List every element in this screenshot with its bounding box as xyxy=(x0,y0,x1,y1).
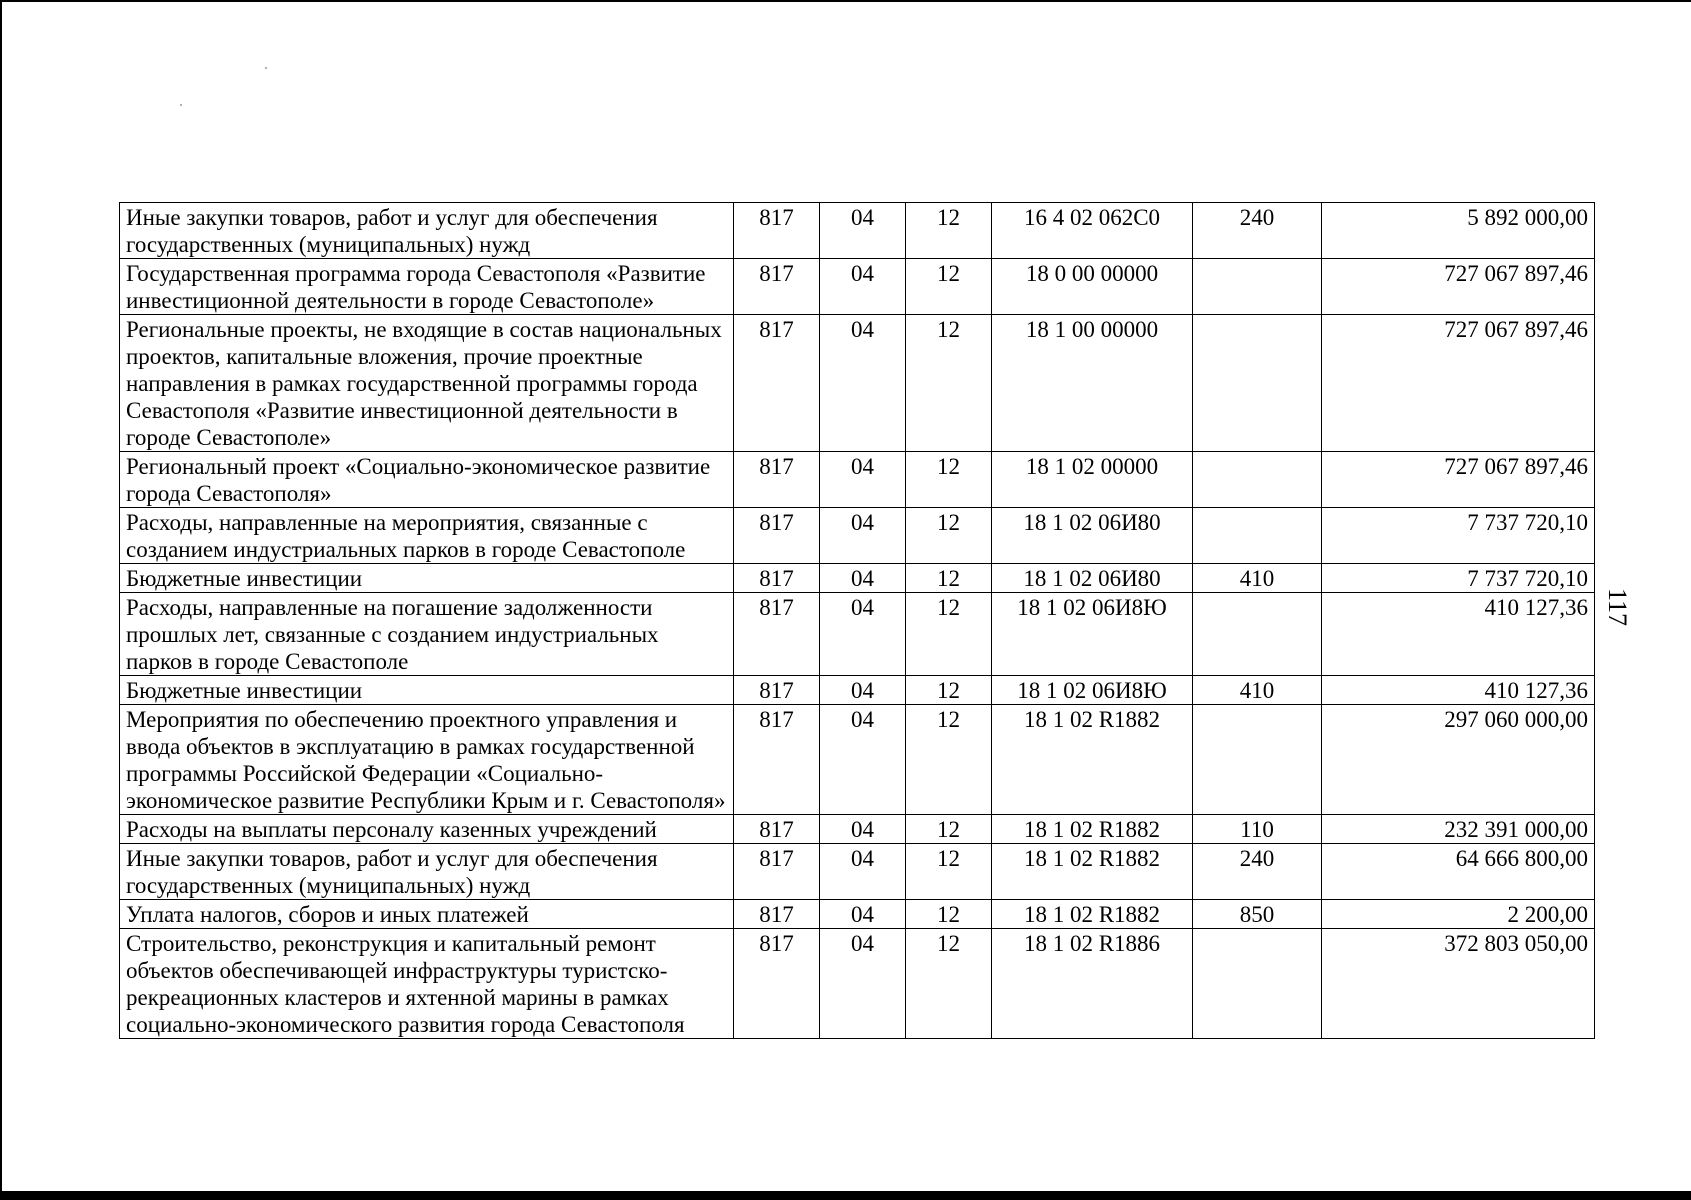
expense-type-cell: 410 xyxy=(1193,564,1322,593)
ministry-code-cell: 817 xyxy=(734,815,820,844)
target-article-cell: 18 1 02 06И80 xyxy=(992,564,1193,593)
table-row xyxy=(120,844,1595,900)
target-article-cell: 18 1 00 00000 xyxy=(992,315,1193,452)
expense-name-cell: Расходы на выплаты персоналу казенных учреждений xyxy=(120,815,734,844)
table-row xyxy=(120,315,1595,452)
table-row xyxy=(120,676,1595,705)
target-article-cell: 18 1 02 R1882 xyxy=(992,705,1193,815)
table-row xyxy=(120,593,1595,676)
amount-cell: 410 127,36 xyxy=(1322,676,1595,705)
subsection-code-cell: 12 xyxy=(906,705,992,815)
expense-type-cell xyxy=(1193,452,1322,508)
target-article-cell: 18 1 02 06И8Ю xyxy=(992,676,1193,705)
subsection-code-cell: 12 xyxy=(906,593,992,676)
subsection-code-cell: 12 xyxy=(906,452,992,508)
expense-name-cell: Иные закупки товаров, работ и услуг для обеспечения государственных (муниципальных) нужд xyxy=(120,844,734,900)
expense-name-cell: Мероприятия по обеспечению проектного управления и ввода объектов в эксплуатацию в рамках государственной программы Российской Федерации «Социально-экономическое развитие Республики Крым и г. Севастополя» xyxy=(120,705,734,815)
scan-speck xyxy=(180,104,182,106)
target-article-cell: 18 1 02 R1882 xyxy=(992,900,1193,929)
expense-type-cell xyxy=(1193,929,1322,1039)
section-code-cell: 04 xyxy=(820,259,906,315)
ministry-code-cell: 817 xyxy=(734,900,820,929)
expense-type-cell: 410 xyxy=(1193,676,1322,705)
target-article-cell: 18 0 00 00000 xyxy=(992,259,1193,315)
subsection-code-cell: 12 xyxy=(906,900,992,929)
target-article-cell: 18 1 02 R1882 xyxy=(992,844,1193,900)
budget-allocation-table xyxy=(119,202,1595,1039)
section-code-cell: 04 xyxy=(820,676,906,705)
target-article-cell: 18 1 02 06И80 xyxy=(992,508,1193,564)
amount-cell: 297 060 000,00 xyxy=(1322,705,1595,815)
scan-border-top xyxy=(0,0,1691,2)
section-code-cell: 04 xyxy=(820,203,906,259)
expense-name-cell: Региональные проекты, не входящие в состав национальных проектов, капитальные вложения, прочие проектные направления в рамках государственной программы города Севастополя «Развитие инвестиционной деятельности в городе Севастополе» xyxy=(120,315,734,452)
expense-name-cell: Уплата налогов, сборов и иных платежей xyxy=(120,900,734,929)
amount-cell: 727 067 897,46 xyxy=(1322,315,1595,452)
expense-type-cell: 850 xyxy=(1193,900,1322,929)
expense-type-cell: 110 xyxy=(1193,815,1322,844)
target-article-cell: 16 4 02 062С0 xyxy=(992,203,1193,259)
expense-type-cell: 240 xyxy=(1193,203,1322,259)
target-article-cell: 18 1 02 R1886 xyxy=(992,929,1193,1039)
section-code-cell: 04 xyxy=(820,564,906,593)
subsection-code-cell: 12 xyxy=(906,564,992,593)
target-article-cell: 18 1 02 R1882 xyxy=(992,815,1193,844)
amount-cell: 410 127,36 xyxy=(1322,593,1595,676)
table-body xyxy=(120,203,1595,1039)
section-code-cell: 04 xyxy=(820,593,906,676)
table-row xyxy=(120,929,1595,1039)
expense-type-cell: 240 xyxy=(1193,844,1322,900)
expense-name-cell: Бюджетные инвестиции xyxy=(120,676,734,705)
section-code-cell: 04 xyxy=(820,815,906,844)
expense-type-cell xyxy=(1193,593,1322,676)
expense-type-cell xyxy=(1193,259,1322,315)
table-row xyxy=(120,259,1595,315)
expense-name-cell: Расходы, направленные на погашение задолженности прошлых лет, связанные с созданием индустриальных парков в городе Севастополе xyxy=(120,593,734,676)
table-row xyxy=(120,203,1595,259)
amount-cell: 7 737 720,10 xyxy=(1322,508,1595,564)
amount-cell: 232 391 000,00 xyxy=(1322,815,1595,844)
ministry-code-cell: 817 xyxy=(734,259,820,315)
subsection-code-cell: 12 xyxy=(906,676,992,705)
target-article-cell: 18 1 02 06И8Ю xyxy=(992,593,1193,676)
subsection-code-cell: 12 xyxy=(906,815,992,844)
expense-type-cell xyxy=(1193,508,1322,564)
table-row xyxy=(120,815,1595,844)
section-code-cell: 04 xyxy=(820,929,906,1039)
target-article-cell: 18 1 02 00000 xyxy=(992,452,1193,508)
amount-cell: 727 067 897,46 xyxy=(1322,452,1595,508)
table-row xyxy=(120,508,1595,564)
ministry-code-cell: 817 xyxy=(734,705,820,815)
ministry-code-cell: 817 xyxy=(734,593,820,676)
expense-type-cell xyxy=(1193,705,1322,815)
page-number: 117 xyxy=(1603,588,1632,627)
amount-cell: 372 803 050,00 xyxy=(1322,929,1595,1039)
expense-name-cell: Региональный проект «Социально-экономическое развитие города Севастополя» xyxy=(120,452,734,508)
ministry-code-cell: 817 xyxy=(734,929,820,1039)
subsection-code-cell: 12 xyxy=(906,203,992,259)
table-row xyxy=(120,705,1595,815)
ministry-code-cell: 817 xyxy=(734,844,820,900)
table-row xyxy=(120,900,1595,929)
subsection-code-cell: 12 xyxy=(906,315,992,452)
subsection-code-cell: 12 xyxy=(906,844,992,900)
section-code-cell: 04 xyxy=(820,900,906,929)
ministry-code-cell: 817 xyxy=(734,315,820,452)
table-row xyxy=(120,564,1595,593)
section-code-cell: 04 xyxy=(820,452,906,508)
expense-name-cell: Бюджетные инвестиции xyxy=(120,564,734,593)
subsection-code-cell: 12 xyxy=(906,508,992,564)
amount-cell: 2 200,00 xyxy=(1322,900,1595,929)
amount-cell: 7 737 720,10 xyxy=(1322,564,1595,593)
ministry-code-cell: 817 xyxy=(734,203,820,259)
expense-type-cell xyxy=(1193,315,1322,452)
subsection-code-cell: 12 xyxy=(906,259,992,315)
ministry-code-cell: 817 xyxy=(734,676,820,705)
expense-name-cell: Государственная программа города Севастополя «Развитие инвестиционной деятельности в городе Севастополе» xyxy=(120,259,734,315)
subsection-code-cell: 12 xyxy=(906,929,992,1039)
ministry-code-cell: 817 xyxy=(734,508,820,564)
amount-cell: 727 067 897,46 xyxy=(1322,259,1595,315)
expense-name-cell: Иные закупки товаров, работ и услуг для обеспечения государственных (муниципальных) нужд xyxy=(120,203,734,259)
scan-border-left xyxy=(0,0,2,1200)
ministry-code-cell: 817 xyxy=(734,564,820,593)
expense-name-cell: Строительство, реконструкция и капитальный ремонт объектов обеспечивающей инфраструктуры туристско-рекреационных кластеров и яхтенной марины в рамках социально-экономического развития города Севастополя xyxy=(120,929,734,1039)
section-code-cell: 04 xyxy=(820,705,906,815)
scan-speck xyxy=(265,67,267,69)
section-code-cell: 04 xyxy=(820,508,906,564)
amount-cell: 64 666 800,00 xyxy=(1322,844,1595,900)
ministry-code-cell: 817 xyxy=(734,452,820,508)
section-code-cell: 04 xyxy=(820,315,906,452)
amount-cell: 5 892 000,00 xyxy=(1322,203,1595,259)
table-row xyxy=(120,452,1595,508)
expense-name-cell: Расходы, направленные на мероприятия, связанные с созданием индустриальных парков в городе Севастополе xyxy=(120,508,734,564)
section-code-cell: 04 xyxy=(820,844,906,900)
scan-border-bottom xyxy=(0,1191,1691,1200)
